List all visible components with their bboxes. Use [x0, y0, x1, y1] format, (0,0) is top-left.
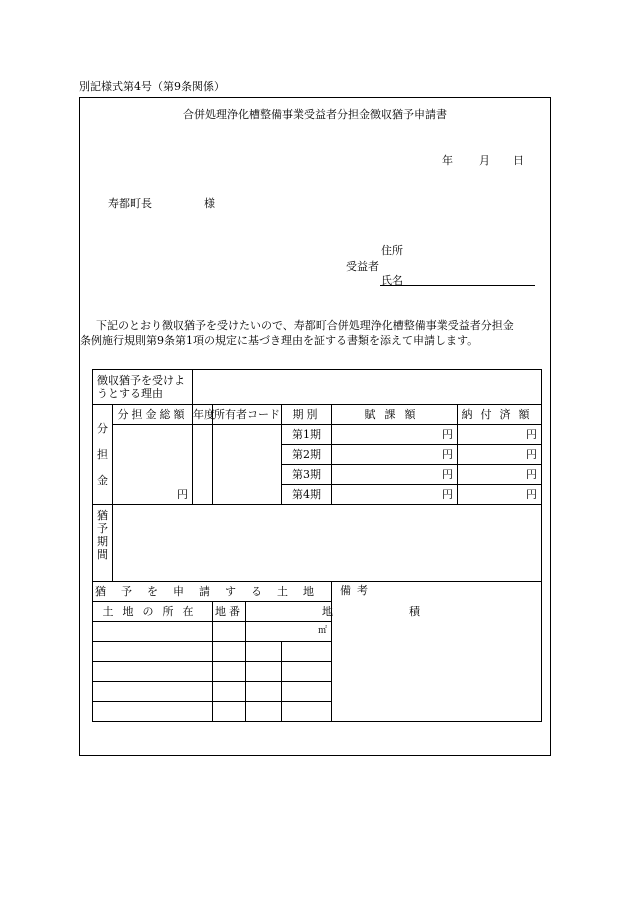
header-land-location: 土地の所在 — [93, 602, 213, 622]
statement-line-2: 条例施行規則第9条第1項の規定に基づき理由を証する書類を添えて申請します。 — [80, 334, 479, 347]
deferral-reason-label: 徴収猶予を受けようとする理由 — [93, 370, 193, 405]
period-1-label: 第1期 — [282, 425, 332, 445]
deferral-reason-field[interactable] — [193, 370, 542, 405]
date-month: 月 — [479, 154, 490, 167]
statement-line-1: 下記のとおり徴収猶予を受けたいので、寿都町合併処理浄化槽整備事業受益者分担金 — [96, 319, 514, 332]
land-row-2-location[interactable] — [93, 642, 213, 662]
header-fiscal-year: 年度 — [193, 405, 213, 425]
land-row-1-area[interactable] — [246, 622, 332, 642]
address-label: 住所 — [381, 244, 403, 257]
period-4-label: 第4期 — [282, 485, 332, 505]
land-section-label: 猶予を申請する土地 — [93, 582, 332, 602]
form-number: 別記様式第4号（第9条関係） — [79, 80, 225, 93]
beneficiary-label: 受益者 — [346, 260, 379, 273]
period-4-assessed[interactable]: 円 — [332, 485, 458, 505]
total-yen-unit: 円 — [177, 488, 188, 501]
period-2-assessed[interactable]: 円 — [332, 445, 458, 465]
land-row-3-location[interactable] — [93, 662, 213, 682]
land-row-3-area-dec[interactable] — [282, 662, 332, 682]
name-label: 氏名 — [381, 274, 403, 287]
date-day: 日 — [513, 154, 524, 167]
land-row-1-location[interactable] — [93, 622, 213, 642]
remarks-label: 備考 — [340, 584, 374, 597]
addressee-honorific: 様 — [204, 197, 215, 210]
period-4-paid[interactable]: 円 — [458, 485, 542, 505]
land-row-2-lot[interactable] — [213, 642, 246, 662]
date-year: 年 — [442, 154, 453, 167]
header-period: 期別 — [282, 405, 332, 425]
deferral-period-field[interactable] — [113, 505, 542, 582]
land-row-2-area-int[interactable] — [246, 642, 282, 662]
land-row-5-location[interactable] — [93, 702, 213, 722]
period-3-paid[interactable]: 円 — [458, 465, 542, 485]
land-row-5-area-int[interactable] — [246, 702, 282, 722]
header-assessed-amount: 賦課額 — [332, 405, 458, 425]
period-3-label: 第3期 — [282, 465, 332, 485]
land-row-2-area-dec[interactable] — [282, 642, 332, 662]
period-3-assessed[interactable]: 円 — [332, 465, 458, 485]
application-table — [92, 369, 542, 722]
land-row-5-lot[interactable] — [213, 702, 246, 722]
period-1-assessed[interactable]: 円 — [332, 425, 458, 445]
remarks-field[interactable] — [332, 582, 542, 722]
land-row-3-lot[interactable] — [213, 662, 246, 682]
header-land-area: 地積 — [246, 602, 332, 622]
header-paid-amount: 納付済額 — [458, 405, 542, 425]
deferral-period-label: 猶 予 期 間 — [93, 505, 113, 582]
fiscal-year-field[interactable] — [193, 425, 213, 505]
owner-code-field[interactable] — [213, 425, 282, 505]
land-row-5-area-dec[interactable] — [282, 702, 332, 722]
header-owner-code: 所有者コード — [213, 405, 282, 425]
land-row-1-lot[interactable] — [213, 622, 246, 642]
form-frame — [79, 97, 551, 756]
header-total-charge: 分担金総額 — [113, 405, 193, 425]
charge-label: 分 担 金 — [93, 405, 113, 505]
land-row-4-area-dec[interactable] — [282, 682, 332, 702]
total-charge-field[interactable] — [113, 425, 193, 505]
name-underline — [380, 285, 535, 286]
land-row-4-location[interactable] — [93, 682, 213, 702]
land-row-4-lot[interactable] — [213, 682, 246, 702]
period-2-label: 第2期 — [282, 445, 332, 465]
period-1-paid[interactable]: 円 — [458, 425, 542, 445]
land-row-3-area-int[interactable] — [246, 662, 282, 682]
land-row-4-area-int[interactable] — [246, 682, 282, 702]
addressee-name: 寿都町長 — [108, 197, 152, 210]
header-lot-number: 地番 — [213, 602, 246, 622]
application-statement — [80, 318, 550, 348]
period-2-paid[interactable]: 円 — [458, 445, 542, 465]
form-title: 合併処理浄化槽整備事業受益者分担金徴収猶予申請書 — [183, 108, 447, 121]
area-unit: ㎡ — [317, 626, 327, 636]
